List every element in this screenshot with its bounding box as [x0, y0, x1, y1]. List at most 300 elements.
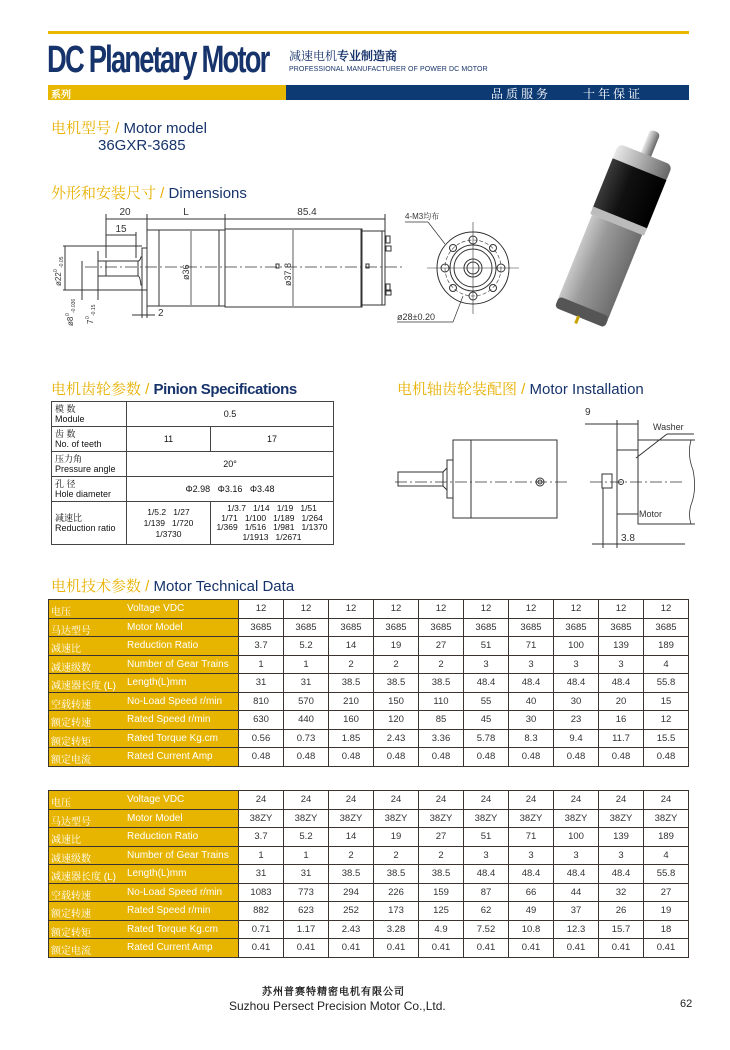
tech-cell: 27	[419, 637, 464, 656]
tech-row-label	[49, 920, 239, 939]
header-top-rule	[48, 31, 689, 34]
tech-cell: 71	[509, 828, 554, 847]
tech-row-label	[49, 809, 239, 828]
tech-cell: 3685	[464, 618, 509, 637]
slogan-right: 十年保证	[583, 87, 644, 101]
tech-cell: 38ZY	[284, 809, 329, 828]
tech-label-en: Voltage VDC	[127, 603, 185, 614]
tech-cell: 0.48	[644, 748, 689, 767]
tech-cell: 294	[329, 883, 374, 902]
dim-dia8-tol-bot: -0.036	[71, 298, 77, 313]
tech-row	[49, 729, 689, 748]
tech-cell: 0.41	[599, 939, 644, 958]
tech-heading	[51, 575, 294, 596]
tech-label-cn: 马达型号	[51, 625, 91, 637]
pinion-value: 0.5	[127, 402, 334, 427]
tech-cell: 19	[374, 637, 419, 656]
tech-cell: 1	[239, 655, 284, 674]
tech-cell: 139	[599, 828, 644, 847]
pinion-row-reduction-ratio	[52, 502, 334, 545]
tech-label-cn: 减速级数	[51, 853, 91, 865]
tech-cell: 0.41	[239, 939, 284, 958]
tech-cell: 32	[599, 883, 644, 902]
tech-cell: 38ZY	[599, 809, 644, 828]
brand-title: DC Planetary Motor	[47, 39, 269, 81]
tech-cell: 15.5	[644, 729, 689, 748]
pinion-heading-cn: 电机齿轮参数	[51, 381, 142, 398]
tech-cell: 5.78	[464, 729, 509, 748]
tech-row	[49, 791, 689, 810]
tech-cell: 38.5	[419, 674, 464, 693]
tech-cell: 1.85	[329, 729, 374, 748]
tech-cell: 18	[644, 920, 689, 939]
tech-cell: 440	[284, 711, 329, 730]
dim-20: 20	[119, 207, 131, 218]
dim-dia36: ø36	[181, 264, 191, 280]
tech-cell: 3	[599, 655, 644, 674]
tech-row-label	[49, 828, 239, 847]
heading-separator: /	[141, 381, 154, 398]
tech-cell: 3685	[554, 618, 599, 637]
tech-label-cn: 额定转矩	[51, 927, 91, 939]
tech-cell: 62	[464, 902, 509, 921]
pinion-row-pressure-angle	[52, 452, 334, 477]
pinion-label: 模 数 Module	[52, 402, 127, 427]
pinion-label: 孔 径 Hole diameter	[52, 477, 127, 502]
tech-cell: 12	[554, 600, 599, 619]
dim-2: 2	[158, 308, 164, 319]
tech-cell: 5.2	[284, 828, 329, 847]
tech-cell: 0.48	[419, 748, 464, 767]
tech-cell: 26	[599, 902, 644, 921]
series-bar	[48, 85, 286, 100]
tech-row	[49, 883, 689, 902]
tech-cell: 10.8	[509, 920, 554, 939]
tech-cell: 125	[419, 902, 464, 921]
tech-cell: 3685	[599, 618, 644, 637]
tech-label-en: Rated Speed r/min	[127, 714, 211, 725]
tech-cell: 2.43	[374, 729, 419, 748]
tech-row-label	[49, 729, 239, 748]
tech-cell: 38.5	[374, 865, 419, 884]
tech-cell: 12	[644, 600, 689, 619]
tech-cell: 55.8	[644, 674, 689, 693]
tech-row	[49, 865, 689, 884]
tech-label-cn: 减速级数	[51, 662, 91, 674]
tech-cell: 24	[599, 791, 644, 810]
tech-label-en: Rated Current Amp	[127, 942, 213, 953]
tech-cell: 14	[329, 828, 374, 847]
pinion-table	[51, 401, 334, 545]
tech-label-cn: 减速比	[51, 835, 81, 846]
pinion-heading	[51, 378, 297, 399]
tech-row-label	[49, 748, 239, 767]
tech-cell: 810	[239, 692, 284, 711]
tech-row	[49, 748, 689, 767]
tech-cell: 38ZY	[644, 809, 689, 828]
tech-cell: 30	[509, 711, 554, 730]
tech-label-en: Rated Speed r/min	[127, 905, 211, 916]
dim-L: L	[183, 207, 189, 218]
dim-7-tol-top: 0	[85, 316, 91, 319]
tech-cell: 3685	[239, 618, 284, 637]
tech-label-en: Voltage VDC	[127, 794, 185, 805]
tech-table-24v	[48, 790, 689, 958]
tech-table-12v	[48, 599, 689, 767]
slogan-left: 品质服务	[491, 87, 552, 101]
tech-label-en: Motor Model	[127, 621, 183, 633]
tech-cell: 3.28	[374, 920, 419, 939]
tech-cell: 12	[329, 600, 374, 619]
tech-cell: 3.7	[239, 828, 284, 847]
tech-cell: 19	[644, 902, 689, 921]
tech-cell: 226	[374, 883, 419, 902]
dim-dia22-tol-top: 0	[53, 269, 59, 272]
tech-cell: 11.7	[599, 729, 644, 748]
tech-label-cn: 空载转速	[51, 890, 91, 902]
tech-cell: 15	[644, 692, 689, 711]
dimensions-heading-cn: 外形和安装尺寸	[51, 185, 157, 202]
tech-row	[49, 846, 689, 865]
tech-cell: 30	[554, 692, 599, 711]
tech-cell: 24	[239, 791, 284, 810]
motor-label: Motor	[639, 509, 663, 519]
tech-cell: 3	[554, 846, 599, 865]
tech-cell: 3	[554, 655, 599, 674]
tech-cell: 0.48	[464, 748, 509, 767]
tech-cell: 12	[374, 600, 419, 619]
tech-row-label	[49, 600, 239, 619]
tech-cell: 5.2	[284, 637, 329, 656]
tech-row	[49, 828, 689, 847]
tech-label-cn: 减速比	[51, 644, 81, 655]
tech-cell: 12	[239, 600, 284, 619]
tech-label-cn: 电压	[51, 607, 71, 618]
tech-cell: 12	[509, 600, 554, 619]
tech-cell: 48.4	[509, 674, 554, 693]
footer-company-cn: 苏州普赛特精密电机有限公司	[262, 987, 405, 998]
tech-cell: 14	[329, 637, 374, 656]
tech-cell: 12	[284, 600, 329, 619]
tech-cell: 24	[509, 791, 554, 810]
tech-cell: 48.4	[464, 674, 509, 693]
tech-cell: 2	[374, 655, 419, 674]
tech-cell: 3685	[644, 618, 689, 637]
tech-cell: 3.7	[239, 637, 284, 656]
tech-cell: 24	[464, 791, 509, 810]
tech-cell: 31	[239, 674, 284, 693]
pinion-label: 齿 数 No. of teeth	[52, 427, 127, 452]
tech-cell: 100	[554, 828, 599, 847]
tech-cell: 0.48	[329, 748, 374, 767]
tech-cell: 252	[329, 902, 374, 921]
tech-cell: 3	[464, 655, 509, 674]
tech-cell: 189	[644, 637, 689, 656]
tech-cell: 623	[284, 902, 329, 921]
tech-cell: 15.7	[599, 920, 644, 939]
tech-cell: 2	[374, 846, 419, 865]
tech-cell: 12	[464, 600, 509, 619]
tech-cell: 27	[644, 883, 689, 902]
model-heading-en: Motor model	[123, 120, 207, 137]
pinion-label: 压力角 Pressure angle	[52, 452, 127, 477]
tech-cell: 0.73	[284, 729, 329, 748]
tech-cell: 120	[374, 711, 419, 730]
dim-3-8: 3.8	[621, 533, 635, 544]
tech-cell: 38.5	[329, 674, 374, 693]
flange-end-view	[397, 222, 519, 322]
tech-cell: 0.48	[554, 748, 599, 767]
tech-label-cn: 空载转速	[51, 699, 91, 711]
heading-separator: /	[111, 120, 124, 137]
tech-cell: 0.56	[239, 729, 284, 748]
tech-cell: 3	[509, 655, 554, 674]
tech-cell: 12	[644, 711, 689, 730]
tech-row-label	[49, 883, 239, 902]
tech-cell: 0.48	[374, 748, 419, 767]
tech-label-cn: 额定转速	[51, 718, 91, 729]
tech-cell: 160	[329, 711, 374, 730]
tech-cell: 2	[329, 655, 374, 674]
tech-row-label	[49, 637, 239, 656]
tech-cell: 37	[554, 902, 599, 921]
dim-7-tol-bot: -0.15	[91, 304, 97, 316]
tech-cell: 210	[329, 692, 374, 711]
tech-cell: 12	[419, 600, 464, 619]
tech-row	[49, 902, 689, 921]
tech-cell: 51	[464, 637, 509, 656]
tech-label-en: Rated Torque Kg.cm	[127, 923, 218, 935]
tech-cell: 3.36	[419, 729, 464, 748]
tech-cell: 2.43	[329, 920, 374, 939]
installation-heading	[397, 378, 644, 399]
tech-cell: 85	[419, 711, 464, 730]
tech-row	[49, 637, 689, 656]
tech-label-en: Motor Model	[127, 812, 183, 824]
tech-row-label	[49, 865, 239, 884]
tech-cell: 0.48	[284, 748, 329, 767]
tech-row-label	[49, 939, 239, 958]
tech-row-label	[49, 711, 239, 730]
tech-cell: 0.41	[509, 939, 554, 958]
pinion-value: 20°	[127, 452, 334, 477]
pinion-ratio-b: 1/3.7 1/14 1/19 1/51 1/71 1/100 1/189 1/264 1/369 1/516 1/981 1/1370 1/1913 1/2671	[211, 502, 334, 545]
tech-cell: 71	[509, 637, 554, 656]
tech-cell: 4	[644, 655, 689, 674]
tech-cell: 159	[419, 883, 464, 902]
tech-cell: 48.4	[599, 865, 644, 884]
slogan-bar	[286, 85, 689, 100]
tech-cell: 8.3	[509, 729, 554, 748]
tech-cell: 31	[284, 865, 329, 884]
pinion-row-teeth	[52, 427, 334, 452]
tech-cell: 3685	[419, 618, 464, 637]
page-number: 62	[680, 998, 693, 1010]
dim-dia22-tol-bot: -0.05	[59, 256, 65, 268]
tech-row	[49, 655, 689, 674]
tech-cell: 110	[419, 692, 464, 711]
tech-cell: 3	[599, 846, 644, 865]
tech-cell: 189	[644, 828, 689, 847]
tech-cell: 12.3	[554, 920, 599, 939]
tech-cell: 38ZY	[554, 809, 599, 828]
tech-cell: 2	[419, 655, 464, 674]
dim-dia37-8: ø37.8	[283, 262, 293, 286]
pinion-row-hole-diameter	[52, 477, 334, 502]
tech-cell: 38ZY	[329, 809, 374, 828]
dim-85-4: 85.4	[297, 207, 317, 218]
tech-label-en: Rated Current Amp	[127, 751, 213, 762]
tech-cell: 51	[464, 828, 509, 847]
tech-label-cn: 减速器长度 (L)	[51, 872, 116, 883]
washer-label: Washer	[653, 422, 684, 432]
tech-cell: 1.17	[284, 920, 329, 939]
pinion-heading-en: Pinion Specifications	[153, 381, 297, 398]
tech-cell: 16	[599, 711, 644, 730]
dim-dia8-tol-top: 0	[65, 313, 71, 316]
tech-row	[49, 600, 689, 619]
tech-cell: 38ZY	[239, 809, 284, 828]
tech-row	[49, 711, 689, 730]
tech-cell: 139	[599, 637, 644, 656]
tech-cell: 55	[464, 692, 509, 711]
tech-cell: 3	[509, 846, 554, 865]
tech-label-cn: 额定电流	[51, 755, 91, 766]
tech-cell: 0.48	[509, 748, 554, 767]
tech-label-en: Reduction Ratio	[127, 640, 199, 651]
tech-cell: 48.4	[554, 674, 599, 693]
pinion-value: 11	[127, 427, 211, 452]
model-heading-cn: 电机型号	[51, 120, 112, 137]
pinion-label: 减速比 Reduction ratio	[52, 502, 127, 545]
dim-dia22: ø22	[54, 272, 63, 286]
tech-cell: 45	[464, 711, 509, 730]
tech-cell: 1	[284, 846, 329, 865]
tech-cell: 19	[374, 828, 419, 847]
tech-row	[49, 692, 689, 711]
tech-cell: 38ZY	[464, 809, 509, 828]
tech-label-cn: 电压	[51, 798, 71, 809]
dim-7: 7	[86, 319, 95, 324]
tech-cell: 24	[644, 791, 689, 810]
tech-row-label	[49, 692, 239, 711]
tech-cell: 0.71	[239, 920, 284, 939]
motor-photo	[528, 128, 698, 343]
pinion-row-module	[52, 402, 334, 427]
tech-cell: 773	[284, 883, 329, 902]
tech-cell: 0.41	[284, 939, 329, 958]
tech-label-cn: 额定转矩	[51, 736, 91, 748]
tech-cell: 24	[419, 791, 464, 810]
pinion-value: Φ2.98 Φ3.16 Φ3.48	[127, 477, 334, 502]
tech-row	[49, 920, 689, 939]
tech-cell: 570	[284, 692, 329, 711]
tech-cell: 48.4	[509, 865, 554, 884]
tech-label-en: Length(L)mm	[127, 868, 187, 879]
tech-label-en: Rated Torque Kg.cm	[127, 732, 218, 744]
tech-cell: 31	[239, 865, 284, 884]
tech-row	[49, 939, 689, 958]
tech-label-cn: 减速器长度 (L)	[51, 681, 116, 692]
tech-cell: 87	[464, 883, 509, 902]
tech-cell: 100	[554, 637, 599, 656]
tech-cell: 40	[509, 692, 554, 711]
dim-dia8: ø8	[66, 316, 75, 326]
tech-row	[49, 674, 689, 693]
tech-cell: 4	[644, 846, 689, 865]
tech-cell: 48.4	[554, 865, 599, 884]
tech-cell: 24	[284, 791, 329, 810]
tech-label-cn: 额定电流	[51, 946, 91, 957]
tech-label-cn: 马达型号	[51, 816, 91, 828]
heading-separator: /	[517, 381, 530, 398]
model-number: 36GXR-3685	[98, 137, 186, 154]
tech-heading-cn: 电机技术参数	[51, 578, 142, 595]
tech-cell: 0.48	[239, 748, 284, 767]
tech-cell: 4.9	[419, 920, 464, 939]
tech-cell: 38ZY	[419, 809, 464, 828]
tech-cell: 12	[599, 600, 644, 619]
tech-cell: 55.8	[644, 865, 689, 884]
tech-row	[49, 618, 689, 637]
tech-row-label	[49, 791, 239, 810]
pcd-label: ø28±0.20	[397, 312, 435, 322]
tech-row-label	[49, 655, 239, 674]
tech-cell: 0.41	[554, 939, 599, 958]
tech-row-label	[49, 618, 239, 637]
tech-cell: 44	[554, 883, 599, 902]
subtitle-cn-bold: 专业制造商	[337, 49, 398, 63]
tech-cell: 2	[419, 846, 464, 865]
tech-label-en: No-Load Speed r/min	[127, 886, 223, 898]
tech-label-en: Length(L)mm	[127, 677, 187, 688]
tech-cell: 0.41	[464, 939, 509, 958]
tech-cell: 7.52	[464, 920, 509, 939]
tech-cell: 3685	[374, 618, 419, 637]
installation-heading-cn: 电机轴齿轮装配图	[397, 381, 518, 398]
tech-cell: 31	[284, 674, 329, 693]
installation-heading-en: Motor Installation	[529, 381, 644, 398]
tech-label-en: Number of Gear Trains	[127, 658, 229, 670]
tech-cell: 173	[374, 902, 419, 921]
dim-15: 15	[115, 224, 127, 235]
tech-cell: 1	[239, 846, 284, 865]
tech-row-label	[49, 674, 239, 693]
tech-cell: 1083	[239, 883, 284, 902]
shaft-outline	[106, 261, 138, 276]
tech-cell: 882	[239, 902, 284, 921]
tech-cell: 66	[509, 883, 554, 902]
tech-row	[49, 809, 689, 828]
tech-cell: 38.5	[329, 865, 374, 884]
heading-separator: /	[156, 185, 169, 202]
tech-cell: 38.5	[419, 865, 464, 884]
tech-label-en: No-Load Speed r/min	[127, 695, 223, 707]
tech-cell: 0.41	[419, 939, 464, 958]
tech-cell: 38ZY	[509, 809, 554, 828]
footer-company-en: Suzhou Persect Precision Motor Co.,Ltd.	[229, 999, 446, 1013]
tech-cell: 1	[284, 655, 329, 674]
dimension-drawing	[45, 200, 530, 340]
tech-cell: 0.41	[329, 939, 374, 958]
tech-cell: 48.4	[464, 865, 509, 884]
tech-cell: 3	[464, 846, 509, 865]
tech-cell: 20	[599, 692, 644, 711]
tech-cell: 3685	[284, 618, 329, 637]
tech-cell: 23	[554, 711, 599, 730]
tech-label-cn: 额定转速	[51, 909, 91, 920]
tech-row-label	[49, 902, 239, 921]
